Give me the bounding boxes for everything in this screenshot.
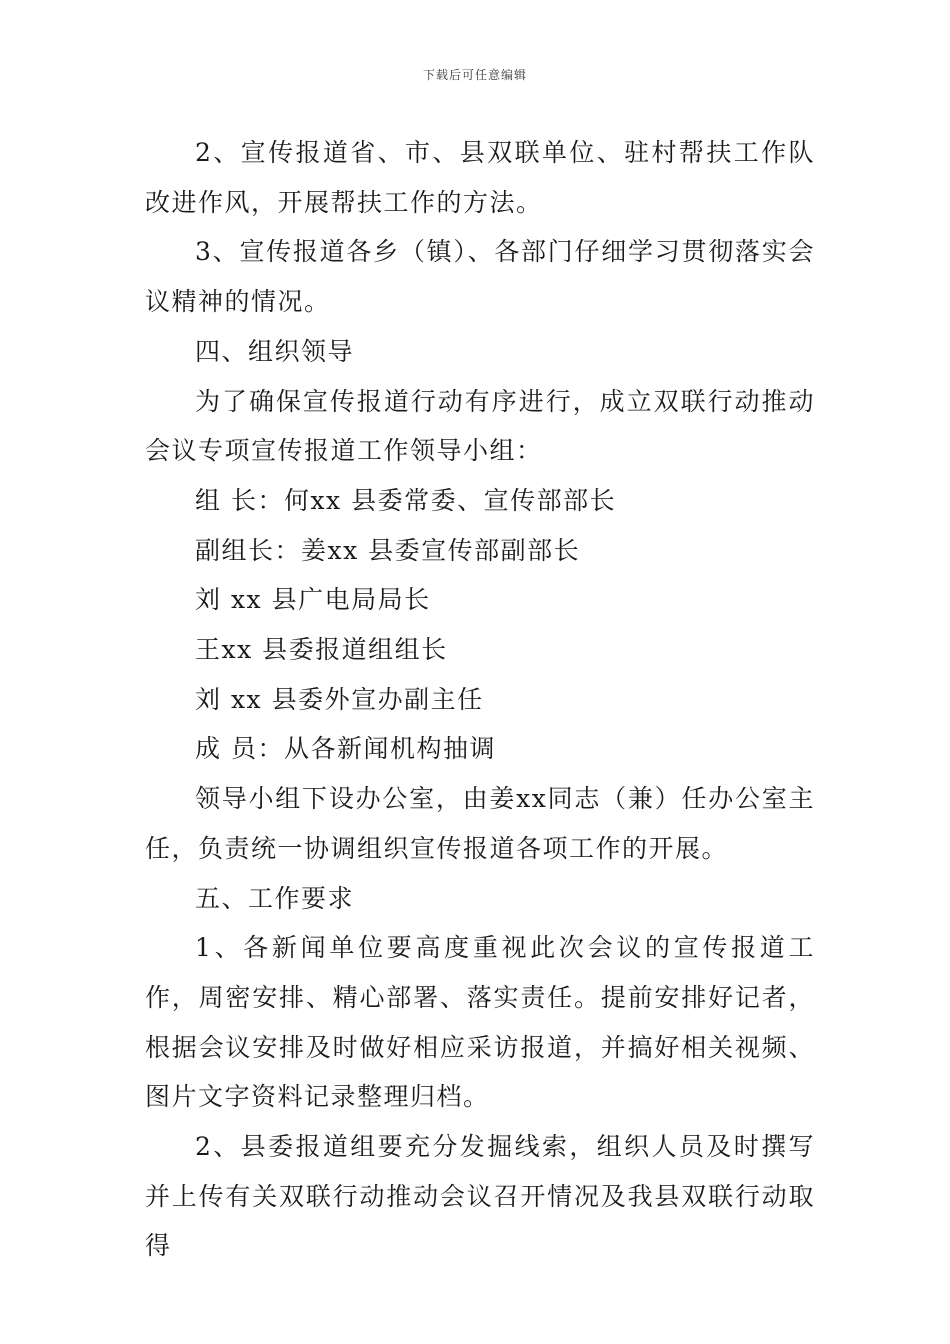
paragraph: 2、县委报道组要充分发掘线索，组织人员及时撰写并上传有关双联行动推动会议召开情况及我县双联行动取得	[145, 1132, 815, 1261]
member-line: 组 长：何xx 县委常委、宣传部部长	[195, 485, 617, 515]
paragraph: 3、宣传报道各乡（镇）、各部门仔细学习贯彻落实会议精神的情况。	[145, 237, 815, 317]
member-line: 刘 xx 县委外宣办副主任	[195, 684, 484, 714]
page-header-note: 下载后可任意编辑	[422, 68, 527, 82]
section-heading: 五、工作要求	[195, 883, 355, 913]
paragraph: 2、宣传报道省、市、县双联单位、驻村帮扶工作队改进作风，开展帮扶工作的方法。	[145, 138, 815, 217]
paragraph: 1、各新闻单位要高度重视此次会议的宣传报道工作，周密安排、精心部署、落实责任。提前安排好记者，根据会议安排及时做好相应采访报道，并搞好相关视频、图片文字资料记录整理归档。	[145, 933, 815, 1112]
member-line: 成 员：从各新闻机构抽调	[195, 734, 496, 764]
document-body	[145, 128, 815, 1271]
paragraph: 为了确保宣传报道行动有序进行，成立双联行动推动会议专项宣传报道工作领导小组：	[145, 386, 815, 466]
member-line: 王xx 县委报道组组长	[195, 635, 448, 665]
paragraph: 领导小组下设办公室，由姜xx同志（兼）任办公室主任，负责统一协调组织宣传报道各项工作的开展。	[145, 784, 815, 863]
section-heading: 四、组织领导	[195, 336, 355, 366]
member-line: 副组长：姜xx 县委宣传部副部长	[195, 535, 581, 565]
member-line: 刘 xx 县广电局局长	[195, 585, 431, 615]
